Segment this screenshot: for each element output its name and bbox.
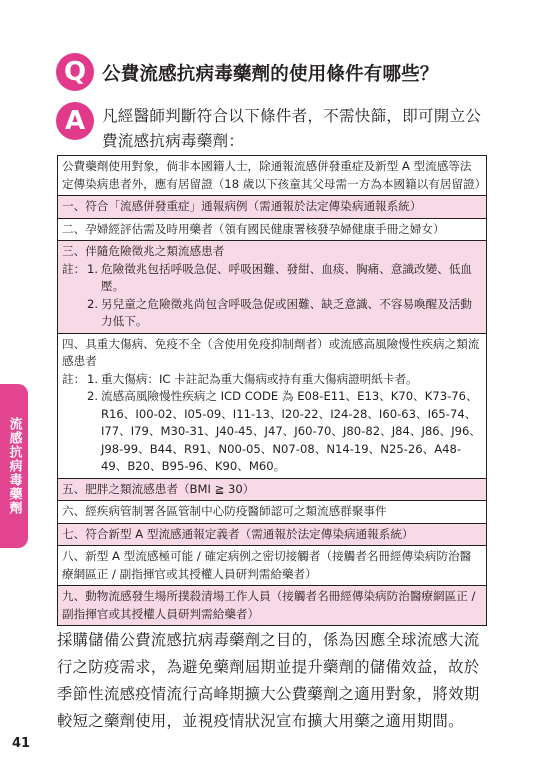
table-row-9: 九、動物流感發生場所撲殺清場工作人員（接觸者名冊經傳染病防治醫療網區正 / 副指揮官或其授權人員研判需給藥者） [58, 586, 486, 625]
question-title: 公費流感抗病毒藥劑的使用條件有哪些？ [102, 64, 439, 85]
table-row-1: 一、符合「流感併發重症」通報病例（需通報於法定傳染病通報系統） [58, 196, 486, 219]
note-item-text: 重大傷病：IC 卡註記為重大傷病或持有重大傷病證明紙卡者。 [101, 371, 418, 386]
table-row-7: 七、符合新型 A 型流感通報定義者（需通報於法定傳染病通報系統） [58, 524, 486, 547]
answer-intro-text: 凡經醫師判斷符合以下條件者，不需快篩，即可開立公費流感抗病毒藥劑： [102, 107, 482, 150]
purpose-paragraph: 採購儲備公費流感抗病毒藥劑之目的，係為因應全球流感大流行之防疫需求，為避免藥劑屆期並提升藥劑的儲備效益，故於季節性流感疫情流行高峰期擴大公費藥劑之適用對象，將效期較短之藥劑使用，並視疫情狀況宣布擴大用藥之適用期間。 [57, 631, 480, 730]
note-item-text: 危險徵兆包括呼吸急促、呼吸困難、發紺、血痰、胸痛、意識改變、低血壓。 [101, 261, 473, 293]
note-item-number: 2. [87, 389, 99, 403]
note-item-text: 流感高風險慢性疾病之 ICD CODE 為 E08-E11、E13、K70、K73-76、R16、I00-02、I05-09、I11-13、I20-22、I24-28、I60-63、I65-74、I77、I79、M30-31、J40-45、J47、J60-70、J80-82、J84、J86、J96、J98-99、B44、R91、N00-05、N07-08、N14-19、N25-26、A48-49、B20、B95-96、K90、M60。 [101, 389, 481, 473]
table-row-2: 二、孕婦經評估需及時用藥者（領有國民健康署核發孕婦健康手冊之婦女） [58, 219, 486, 242]
note-item [87, 371, 481, 389]
question-badge-icon: Q [56, 53, 94, 91]
note-item-text: 另兒童之危險徵兆尚包含呼吸急促或困難、缺乏意識、不容易喚醒及活動力低下。 [101, 296, 473, 328]
table-row-intro: 公費藥劑使用對象，倘非本國籍人士，除通報流感併發重症及新型 A 型流感等法定傳染病患者外，應有居留證（18 歲以下孩童其父母需一方為本國籍以有居留證） [58, 156, 486, 196]
table-row-5: 五、肥胖之類流感患者（BMI ≧ 30） [58, 479, 486, 502]
note-label: 註： [62, 261, 86, 276]
table-row-3-heading: 三、伴隨危險徵兆之類流感患者 [62, 244, 225, 258]
table-row-4-note [62, 371, 481, 476]
table-row-4-heading: 四、具重大傷病、免疫不全（含使用免疫抑制劑者）或流感高風險慢性疾病之類流感患者 [62, 336, 480, 368]
table-row-4 [58, 334, 486, 479]
note-item-number: 2. [87, 296, 99, 311]
page-number: 41 [12, 736, 31, 751]
note-item-number: 1. [87, 261, 99, 276]
answer-badge-icon: A [56, 102, 94, 140]
note-item-number: 1. [87, 371, 99, 386]
table-row-3 [58, 241, 486, 334]
table-row-3-note [62, 261, 481, 331]
chapter-side-tab-label: 流感抗病毒藥劑 [6, 417, 22, 515]
conditions-table [57, 155, 487, 626]
table-row-8: 八、新型 A 型流感極可能 / 確定病例之密切接觸者（接觸者名冊經傳染病防治醫療網區正 / 副指揮官或其授權人員研判需給藥者） [58, 546, 486, 586]
note-label: 註： [62, 371, 86, 386]
note-item [87, 388, 481, 476]
note-item [87, 296, 481, 331]
chapter-side-tab [0, 384, 28, 548]
note-item [87, 261, 481, 296]
table-row-6: 六、經疾病管制署各區管制中心防疫醫師認可之類流感群聚事件 [58, 501, 486, 524]
